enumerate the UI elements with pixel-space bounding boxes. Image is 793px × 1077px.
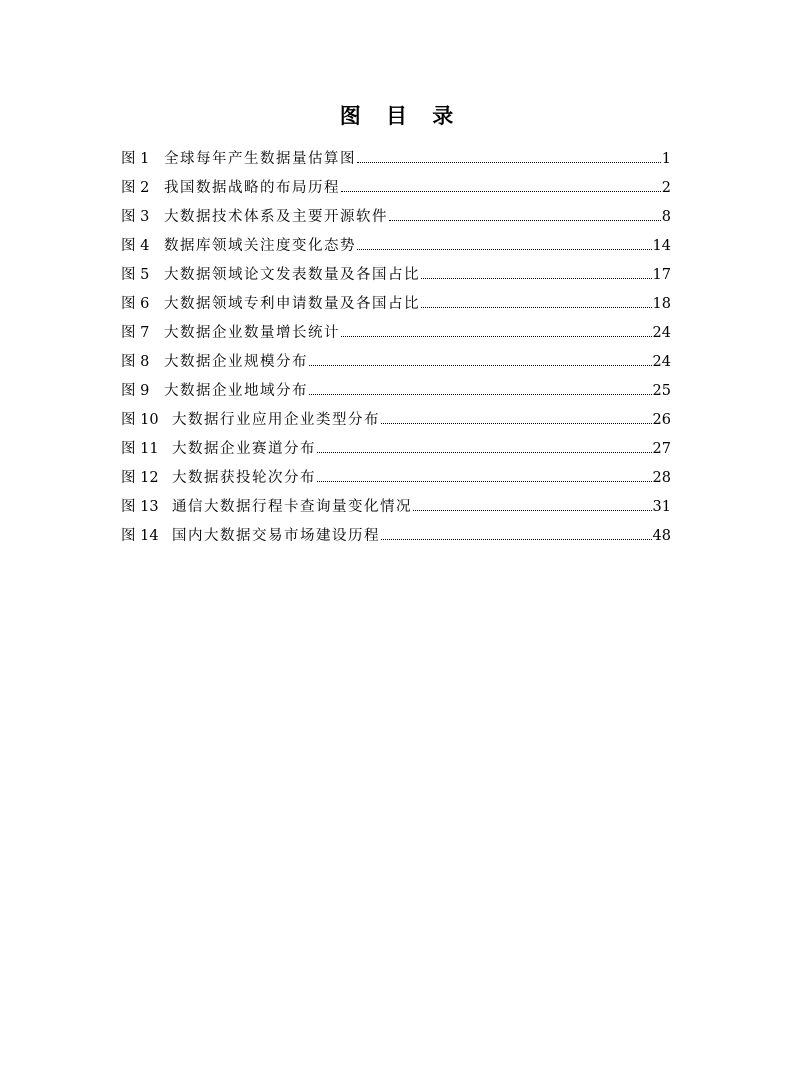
page-number: 8	[661, 209, 671, 225]
figure-number: 图 7	[121, 325, 150, 341]
page-number: 18	[652, 296, 671, 312]
page-number: 26	[652, 412, 671, 428]
dot-leader	[317, 480, 652, 482]
page-number: 14	[652, 238, 671, 254]
figure-title: 大数据领域专利申请数量及各国占比	[164, 296, 420, 312]
toc-entry[interactable]	[121, 148, 671, 177]
dot-leader	[357, 248, 652, 250]
page-number: 1	[661, 151, 671, 167]
page-number: 2	[661, 180, 671, 196]
figure-number: 图 4	[121, 238, 150, 254]
figure-number: 图 2	[121, 180, 150, 196]
figure-number: 图 14	[121, 528, 159, 544]
toc-entry[interactable]	[121, 293, 671, 322]
toc-entry[interactable]	[121, 177, 671, 206]
page-title: 图 目 录	[339, 104, 463, 128]
dot-leader	[317, 451, 652, 453]
page-number: 31	[652, 499, 671, 515]
dot-leader	[357, 161, 661, 163]
toc-entry[interactable]	[121, 409, 671, 438]
figure-title: 大数据行业应用企业类型分布	[172, 412, 380, 428]
figure-number: 图 3	[121, 209, 150, 225]
figure-title: 大数据领域论文发表数量及各国占比	[164, 267, 420, 283]
page-number: 17	[652, 267, 671, 283]
dot-leader	[341, 335, 652, 337]
toc-entry[interactable]	[121, 322, 671, 351]
page-number: 24	[652, 354, 671, 370]
figure-title: 我国数据战略的布局历程	[164, 180, 340, 196]
toc-entry[interactable]	[121, 496, 671, 525]
figure-title: 大数据企业规模分布	[164, 354, 308, 370]
toc-entry[interactable]	[121, 351, 671, 380]
toc-entry[interactable]	[121, 264, 671, 293]
page-number: 24	[652, 325, 671, 341]
dot-leader	[381, 538, 652, 540]
figure-title: 通信大数据行程卡查询量变化情况	[172, 499, 412, 515]
dot-leader	[341, 190, 661, 192]
toc-entry[interactable]	[121, 438, 671, 467]
figure-title: 数据库领域关注度变化态势	[164, 238, 356, 254]
figure-title: 大数据企业赛道分布	[172, 441, 316, 457]
dot-leader	[421, 277, 652, 279]
figure-list	[121, 148, 671, 554]
figure-number: 图 12	[121, 470, 159, 486]
dot-leader	[413, 509, 652, 511]
figure-number: 图 5	[121, 267, 150, 283]
figure-number: 图 10	[121, 412, 159, 428]
figure-number: 图 1	[121, 151, 150, 167]
figure-title: 大数据企业地域分布	[164, 383, 308, 399]
toc-entry[interactable]	[121, 467, 671, 496]
page-number: 27	[652, 441, 671, 457]
figure-number: 图 6	[121, 296, 150, 312]
page-number: 28	[652, 470, 671, 486]
dot-leader	[309, 364, 652, 366]
figure-number: 图 9	[121, 383, 150, 399]
dot-leader	[421, 306, 652, 308]
page-number: 48	[652, 528, 671, 544]
figure-title: 国内大数据交易市场建设历程	[172, 528, 380, 544]
figure-title: 大数据获投轮次分布	[172, 470, 316, 486]
figure-number: 图 8	[121, 354, 150, 370]
dot-leader	[389, 219, 661, 221]
toc-entry[interactable]	[121, 235, 671, 264]
dot-leader	[381, 422, 652, 424]
figure-number: 图 11	[121, 441, 159, 457]
toc-entry[interactable]	[121, 380, 671, 409]
figure-title: 大数据企业数量增长统计	[164, 325, 340, 341]
page-number: 25	[652, 383, 671, 399]
toc-entry[interactable]	[121, 206, 671, 235]
figure-title: 大数据技术体系及主要开源软件	[164, 209, 388, 225]
figure-title: 全球每年产生数据量估算图	[164, 151, 356, 167]
figure-number: 图 13	[121, 499, 159, 515]
toc-entry[interactable]	[121, 525, 671, 554]
dot-leader	[309, 393, 652, 395]
